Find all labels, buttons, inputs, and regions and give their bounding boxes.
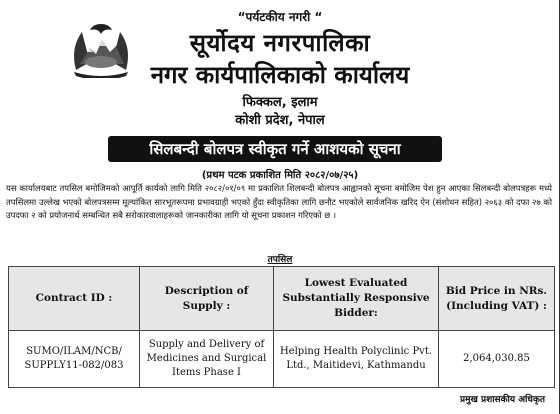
header-bid-price: Bid Price in NRs. (Including VAT) : xyxy=(439,267,555,331)
org-name: सूर्योदय नगरपालिका xyxy=(189,29,371,57)
cell-bidder: Helping Health Polyclinic Pvt. Ltd., Maitidevi, Kathmandu xyxy=(274,331,439,388)
header-contract-id: Contract ID : xyxy=(9,267,140,331)
publication-date: (प्रथम पटक प्रकाशित मिति २०८२/०७/२५) xyxy=(201,170,359,181)
table-header-row xyxy=(9,267,555,331)
address-line-2: कोशी प्रदेश, नेपाल xyxy=(235,113,325,128)
cell-description: Supply and Delivery of Medicines and Surgical Items Phase I xyxy=(140,331,274,388)
notice-title: सिलबन्दी बोलपत्र स्वीकृत गर्ने आशयको सूचना xyxy=(149,140,401,158)
signatory: प्रमुख प्रशासकीय अधिकृत xyxy=(459,395,545,405)
table-row xyxy=(9,331,555,388)
motto: “पर्यटकीय नगरी “ xyxy=(237,10,323,24)
office-name: नगर कार्यपालिकाको कार्यालय xyxy=(150,61,410,89)
notice-title-banner xyxy=(108,136,442,162)
notice-body: यस कार्यालयबाट तपसिल बमोजिमको आपूर्ति कार्यको लागि मिति २०८२/०१/०९ मा प्रकाशित शिलबन्दी बोलपत्र आह्वानको सूचना बमोजिम पेश हुन आएका सिलबन्दी बोलपत्रहरू मध्ये तपसिलमा उल्लेख भएको बोलपत्रसम्म मूल्यांकित सारभूतरूपमा प्रभावग्राही भएको हुँदा स्वीकृतिका लागि छनौट भएकोले सार्वजनिक खरिद ऐन (संशोधन सहित) २०६३ को दफा २७ को उपदफा २ को प्रयोजनार्थ सम्बन्धित सबै सरोकारवालाहरूको जानकारीका लागि यो सूचना प्रकाशन गरिएको छ । xyxy=(6,183,552,220)
address-line-1: फिक्कल, इलाम xyxy=(242,95,318,110)
cell-bid-price: 2,064,030.85 xyxy=(439,331,555,388)
header-bidder: Lowest Evaluated Substantially Responsive Bidder: xyxy=(274,267,439,331)
schedule-label: तपसिल xyxy=(267,255,293,265)
cell-contract-id: SUMO/ILAM/NCB/ SUPPLY11-082/083 xyxy=(9,331,140,388)
bid-table xyxy=(8,266,555,388)
header-description: Description of Supply : xyxy=(140,267,274,331)
